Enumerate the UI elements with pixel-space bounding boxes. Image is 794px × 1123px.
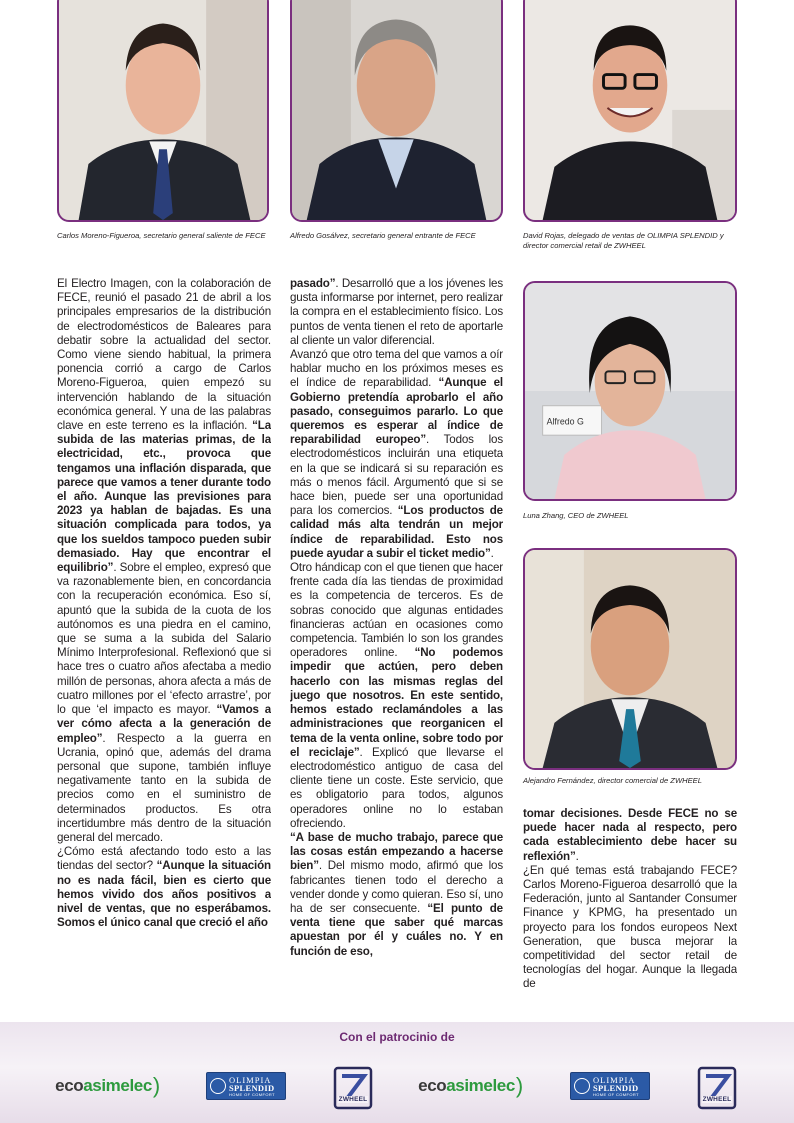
col3-text <box>523 807 737 992</box>
olimpia-text: OLIMPIA <box>229 1074 272 1085</box>
col1-quote-1: “La subida de las materias primas, de la electricidad, etc., provoca que tengamos una inflación disparada, que parece que vamos a tener durante todo el año. Aunque las previsiones para 2023 ya hablan de bajadas. Es una situación complicada para todos, ya que los sueldos tampoco pueden subir demasiado. Hay que encontrar el equilibrio” <box>57 419 271 575</box>
zwheel-text: ZWHEEL <box>338 1095 368 1103</box>
olimpia-circle-icon-2 <box>574 1078 590 1094</box>
zwheel-text-2: ZWHEEL <box>702 1095 732 1103</box>
luna-zhang-nametag: Alfredo G <box>546 416 584 427</box>
splendid-text-2: SPLENDID <box>593 1082 639 1093</box>
col2-quote-5: “A base de mucho trabajo, parece que las cosas están empezando a hacerse bien” <box>290 830 503 873</box>
col2-quote-6: “El punto de venta tiene que saber qué marcas apuestan por él y cuáles no. Y en función de eso, <box>290 901 503 958</box>
olimpia-splendid-logo-2 <box>569 1068 651 1104</box>
col2-text <box>290 277 503 959</box>
asimelec-text-2: asimelec <box>446 1076 515 1095</box>
zwheel-logo-2 <box>696 1060 738 1108</box>
eco-text-2: eco <box>418 1076 447 1095</box>
col2-run-2: Avanzó que otro tema del que vamos a oír hablar mucho en los próximos meses es el índice de reparabilidad. <box>290 348 503 390</box>
col1-quote-3: “Aunque la situación no es nada fácil, bien es cierto que hemos vivido dos años positivos a nivel de ventas, que no esperábamos. Somos el único canal que creció el año <box>57 859 271 930</box>
photo-alfredo-gosalvez <box>290 0 503 222</box>
olimpia-text-2: OLIMPIA <box>593 1074 636 1085</box>
zwheel-z-icon-2 <box>697 1066 737 1110</box>
col2-run-7: . Del mismo modo, afirmó que los fabricantes tienen todo el derecho a vender donde y como quieran. Eso sí, uno ha de ser consecuente. <box>290 859 503 915</box>
col2-run-3: . Todos los electrodomésticos incluirán una etiqueta en la que se indicará si su reparación es más o menos fácil. Argumentó que si se hace bien, puede ser una oportunidad para los comercios. <box>290 433 503 518</box>
col3-quote-1: tomar decisiones. Desde FECE no se puede hacer nada al respecto, pero cada establecimiento debe hacer su reflexión” <box>523 807 737 863</box>
caption-luna-zhang: Luna Zhang, CEO de ZWHEEL <box>523 511 629 520</box>
col2-run-1: . Desarrolló que a los jóvenes les gusta informarse por internet, pero realizar la compra en el establecimiento físico. Los puntos de venta tienen el reto de aportarle al cliente un valor diferencial. <box>290 277 503 347</box>
photo-luna-zhang <box>523 281 737 501</box>
caption-david-rojas: David Rojas, delegado de ventas de OLIMPIA SPLENDID y director comercial retail de ZWHEEL <box>523 231 724 250</box>
col2-run-6: . Explicó que llevarse el electrodoméstico antiguo de casa del cliente tiene un coste. Este servicio, que es obligatorio para todos, algunos operadores online no lo estaban ofreciendo. <box>290 745 503 830</box>
olimpia-badge <box>206 1072 286 1100</box>
caption-alfredo-gosalvez: Alfredo Gosálvez, secretario general entrante de FECE <box>290 231 476 240</box>
article-column-2 <box>290 277 503 1003</box>
col1-run-4: ¿Cómo está afectando todo esto a las tiendas del sector? <box>57 845 271 873</box>
col2-quote-3: “Los productos de calidad más alta tendrán un mejor índice de reparabilidad. Esto nos puede ayudar a subir el ticket medio” <box>290 504 503 560</box>
home-of-comfort-text: HOME OF COMFORT <box>229 1091 275 1097</box>
article-column-1 <box>57 277 271 1003</box>
olimpia-splendid-logo <box>205 1068 287 1104</box>
col1-run-2: . Sobre el empleo, expresó que va razonablemente bien, en concordancia con la recuperación económica. Eso sí, apuntó que la subida de la cuota de los autónomos es una piedra en el camino, que se suma a la subida del Salario Mínimo Interprofesional. Reflexionó que si hace tres o cuatro años afectaba a medio millón de personas, ahora afecta a más de cuatro millones por el ‘efecto arrastre’, por lo que ‘el impacto es mayor. <box>57 561 271 717</box>
col3-run-2: ¿En qué temas está trabajando FECE? Carlos Moreno-Figueroa desarrolló que la Federación, junto al Santander Consumer Finance y KPMG, ha presentado un proyecto para los fondos europeos Next Generation, que busca mejorar la competitividad del sector retail de tecnologías del hogar. Aunque la llegada de <box>523 863 737 991</box>
olimpia-badge-2 <box>570 1072 650 1100</box>
caption-alejandro-fernandez: Alejandro Fernández, director comercial de ZWHEEL <box>523 776 702 785</box>
col2-quote-1: pasado” <box>290 277 336 290</box>
portrait-man-glasses <box>525 0 735 220</box>
col1-run-1: El Electro Imagen, con la colaboración de FECE, reunió el pasado 21 de abril a los principales empresarios de la distribución de electrodomésticos de Baleares para debatir sobre la actualidad del sector. Como viene siendo habitual, la primera ponencia corrió a cargo de Carlos Moreno-Figueroa, quien empezó su intervención hablando de la situación económica general. Y una de las palabras clave en este terreno es la inflación. <box>57 277 271 433</box>
photo-david-rojas <box>523 0 737 222</box>
olimpia-circle-icon <box>210 1078 226 1094</box>
home-of-comfort-text-2: HOME OF COMFORT <box>593 1091 639 1097</box>
eco-bracket-icon: ) <box>152 1073 160 1098</box>
caption-carlos-moreno: Carlos Moreno-Figueroa, secretario general saliente de FECE <box>57 231 266 240</box>
photo-alejandro-fernandez <box>523 548 737 770</box>
portrait-man-blue-tie <box>525 550 735 768</box>
eco-bracket-icon-2: ) <box>515 1073 523 1098</box>
col1-text <box>57 277 271 930</box>
splendid-text: SPLENDID <box>229 1082 275 1093</box>
zwheel-z-icon <box>333 1066 373 1110</box>
portrait-man-gray-hair <box>292 0 501 220</box>
zwheel-logo <box>332 1060 374 1108</box>
col2-quote-4: “No podemos impedir que actúen, pero deben hacerlo con las mismas reglas del juego que nosotros. En este sentido, hemos estado reclamándoles a las administraciones que reorganicen el tema de la venta online, sobre todo por el reciclaje” <box>290 646 503 759</box>
photo-carlos-moreno <box>57 0 269 222</box>
portrait-man-suit <box>59 0 267 220</box>
asimelec-text: asimelec <box>83 1076 152 1095</box>
col1-quote-2: “Vamos a ver cómo afecta a la generación de empleo” <box>57 703 271 745</box>
eco-text: eco <box>55 1076 84 1095</box>
col1-run-3: . Respecto a la guerra en Ucrania, opinó que, además del drama personal que supone, también influye negativamente tanto en la subida de precios como en el suministro de determinados productos. Es otra incertidumbre más dentro de la situación general del mercado. <box>57 731 271 844</box>
col2-quote-2: “Aunque el Gobierno pretendía aprobarlo el año pasado, conseguimos pararlo. Lo que queremos es esperar al índice de reparabilidad europeo” <box>290 376 503 447</box>
col2-run-5: Otro hándicap con el que tienen que hacer frente cada día las tiendas de proximidad es la competencia de terceros. Es de sobras conocido que algunas entidades financieras actúan en ocasiones como competencia. También lo son los grandes operadores online. <box>290 561 503 660</box>
col2-run-4: . <box>490 546 494 560</box>
sponsor-title: Con el patrocinio de <box>339 1030 455 1044</box>
ecoasimelec-logo <box>55 1068 160 1104</box>
article-column-3 <box>523 807 737 1003</box>
portrait-woman <box>525 283 735 499</box>
ecoasimelec-logo-2 <box>418 1068 523 1104</box>
col3-run-1: . <box>575 849 579 863</box>
sponsor-footer <box>0 1022 794 1123</box>
